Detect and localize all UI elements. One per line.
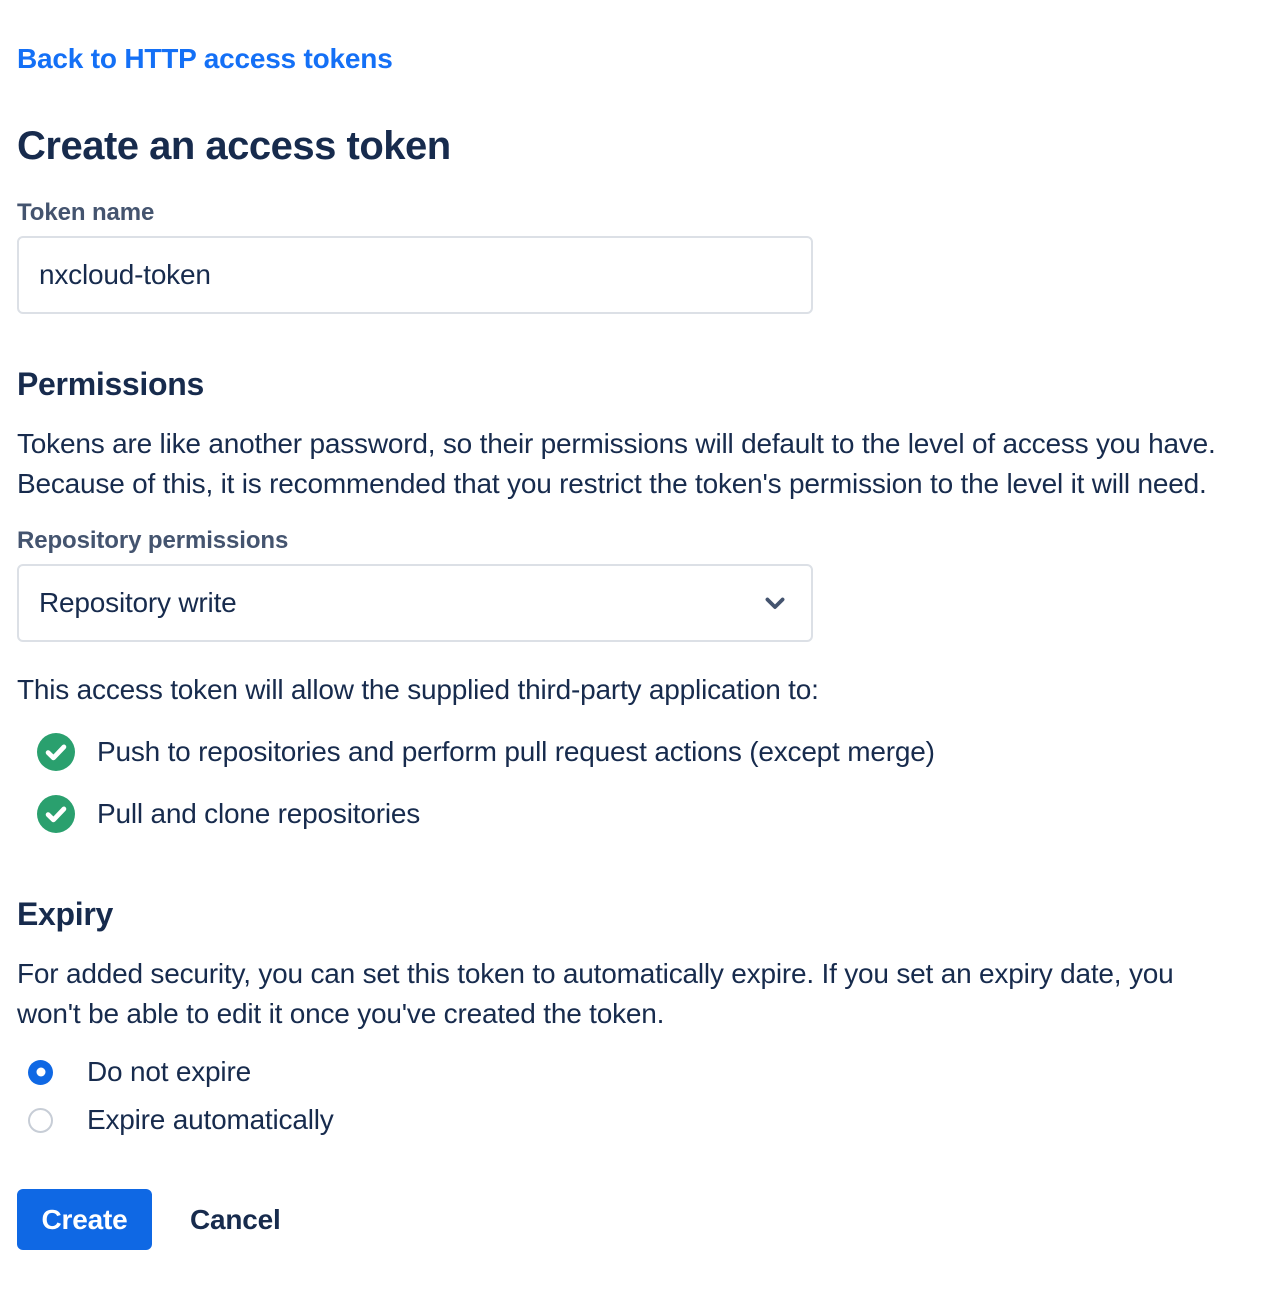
radio-option-do-not-expire[interactable]: [17, 1052, 1254, 1092]
radio-button-unselected[interactable]: [28, 1108, 53, 1133]
form-actions: [17, 1189, 1254, 1250]
expiry-radio-group: [17, 1052, 1254, 1140]
capability-list: [17, 728, 1254, 838]
expiry-heading: Expiry: [17, 896, 114, 932]
radio-label: Do not expire: [87, 1056, 251, 1087]
repository-permissions-label: Repository permissions: [17, 527, 289, 554]
back-to-http-access-tokens-link[interactable]: Back to HTTP access tokens: [17, 43, 393, 74]
create-button[interactable]: Create: [17, 1189, 152, 1250]
repository-permissions-select[interactable]: [17, 564, 813, 642]
capability-text: Pull and clone repositories: [97, 798, 421, 829]
page-title: Create an access token: [17, 124, 451, 168]
permissions-heading: Permissions: [17, 366, 205, 402]
expiry-description: For added security, you can set this token to automatically expire. If you set an expiry date, you won't be able to edit it once you've created the token.: [17, 958, 1174, 1029]
check-circle-icon: [37, 733, 75, 771]
permissions-description: Tokens are like another password, so their permissions will default to the level of access you have. Because of this, it is recommended that you restrict the token's permission to the level it will need.: [17, 428, 1216, 499]
token-name-input[interactable]: [17, 236, 813, 314]
allow-intro-text: This access token will allow the supplied third-party application to:: [17, 674, 819, 705]
radio-option-expire-automatically[interactable]: [17, 1100, 1254, 1140]
cancel-button[interactable]: Cancel: [190, 1203, 281, 1235]
capability-item: [17, 728, 1254, 776]
radio-label: Expire automatically: [87, 1104, 334, 1135]
chevron-down-icon: [761, 589, 789, 617]
repository-permissions-selected-value: Repository write: [39, 587, 237, 618]
radio-button-selected[interactable]: [28, 1060, 53, 1085]
check-circle-icon: [37, 795, 75, 833]
token-name-label: Token name: [17, 199, 155, 226]
capability-text: Push to repositories and perform pull request actions (except merge): [97, 736, 935, 767]
capability-item: [17, 790, 1254, 838]
